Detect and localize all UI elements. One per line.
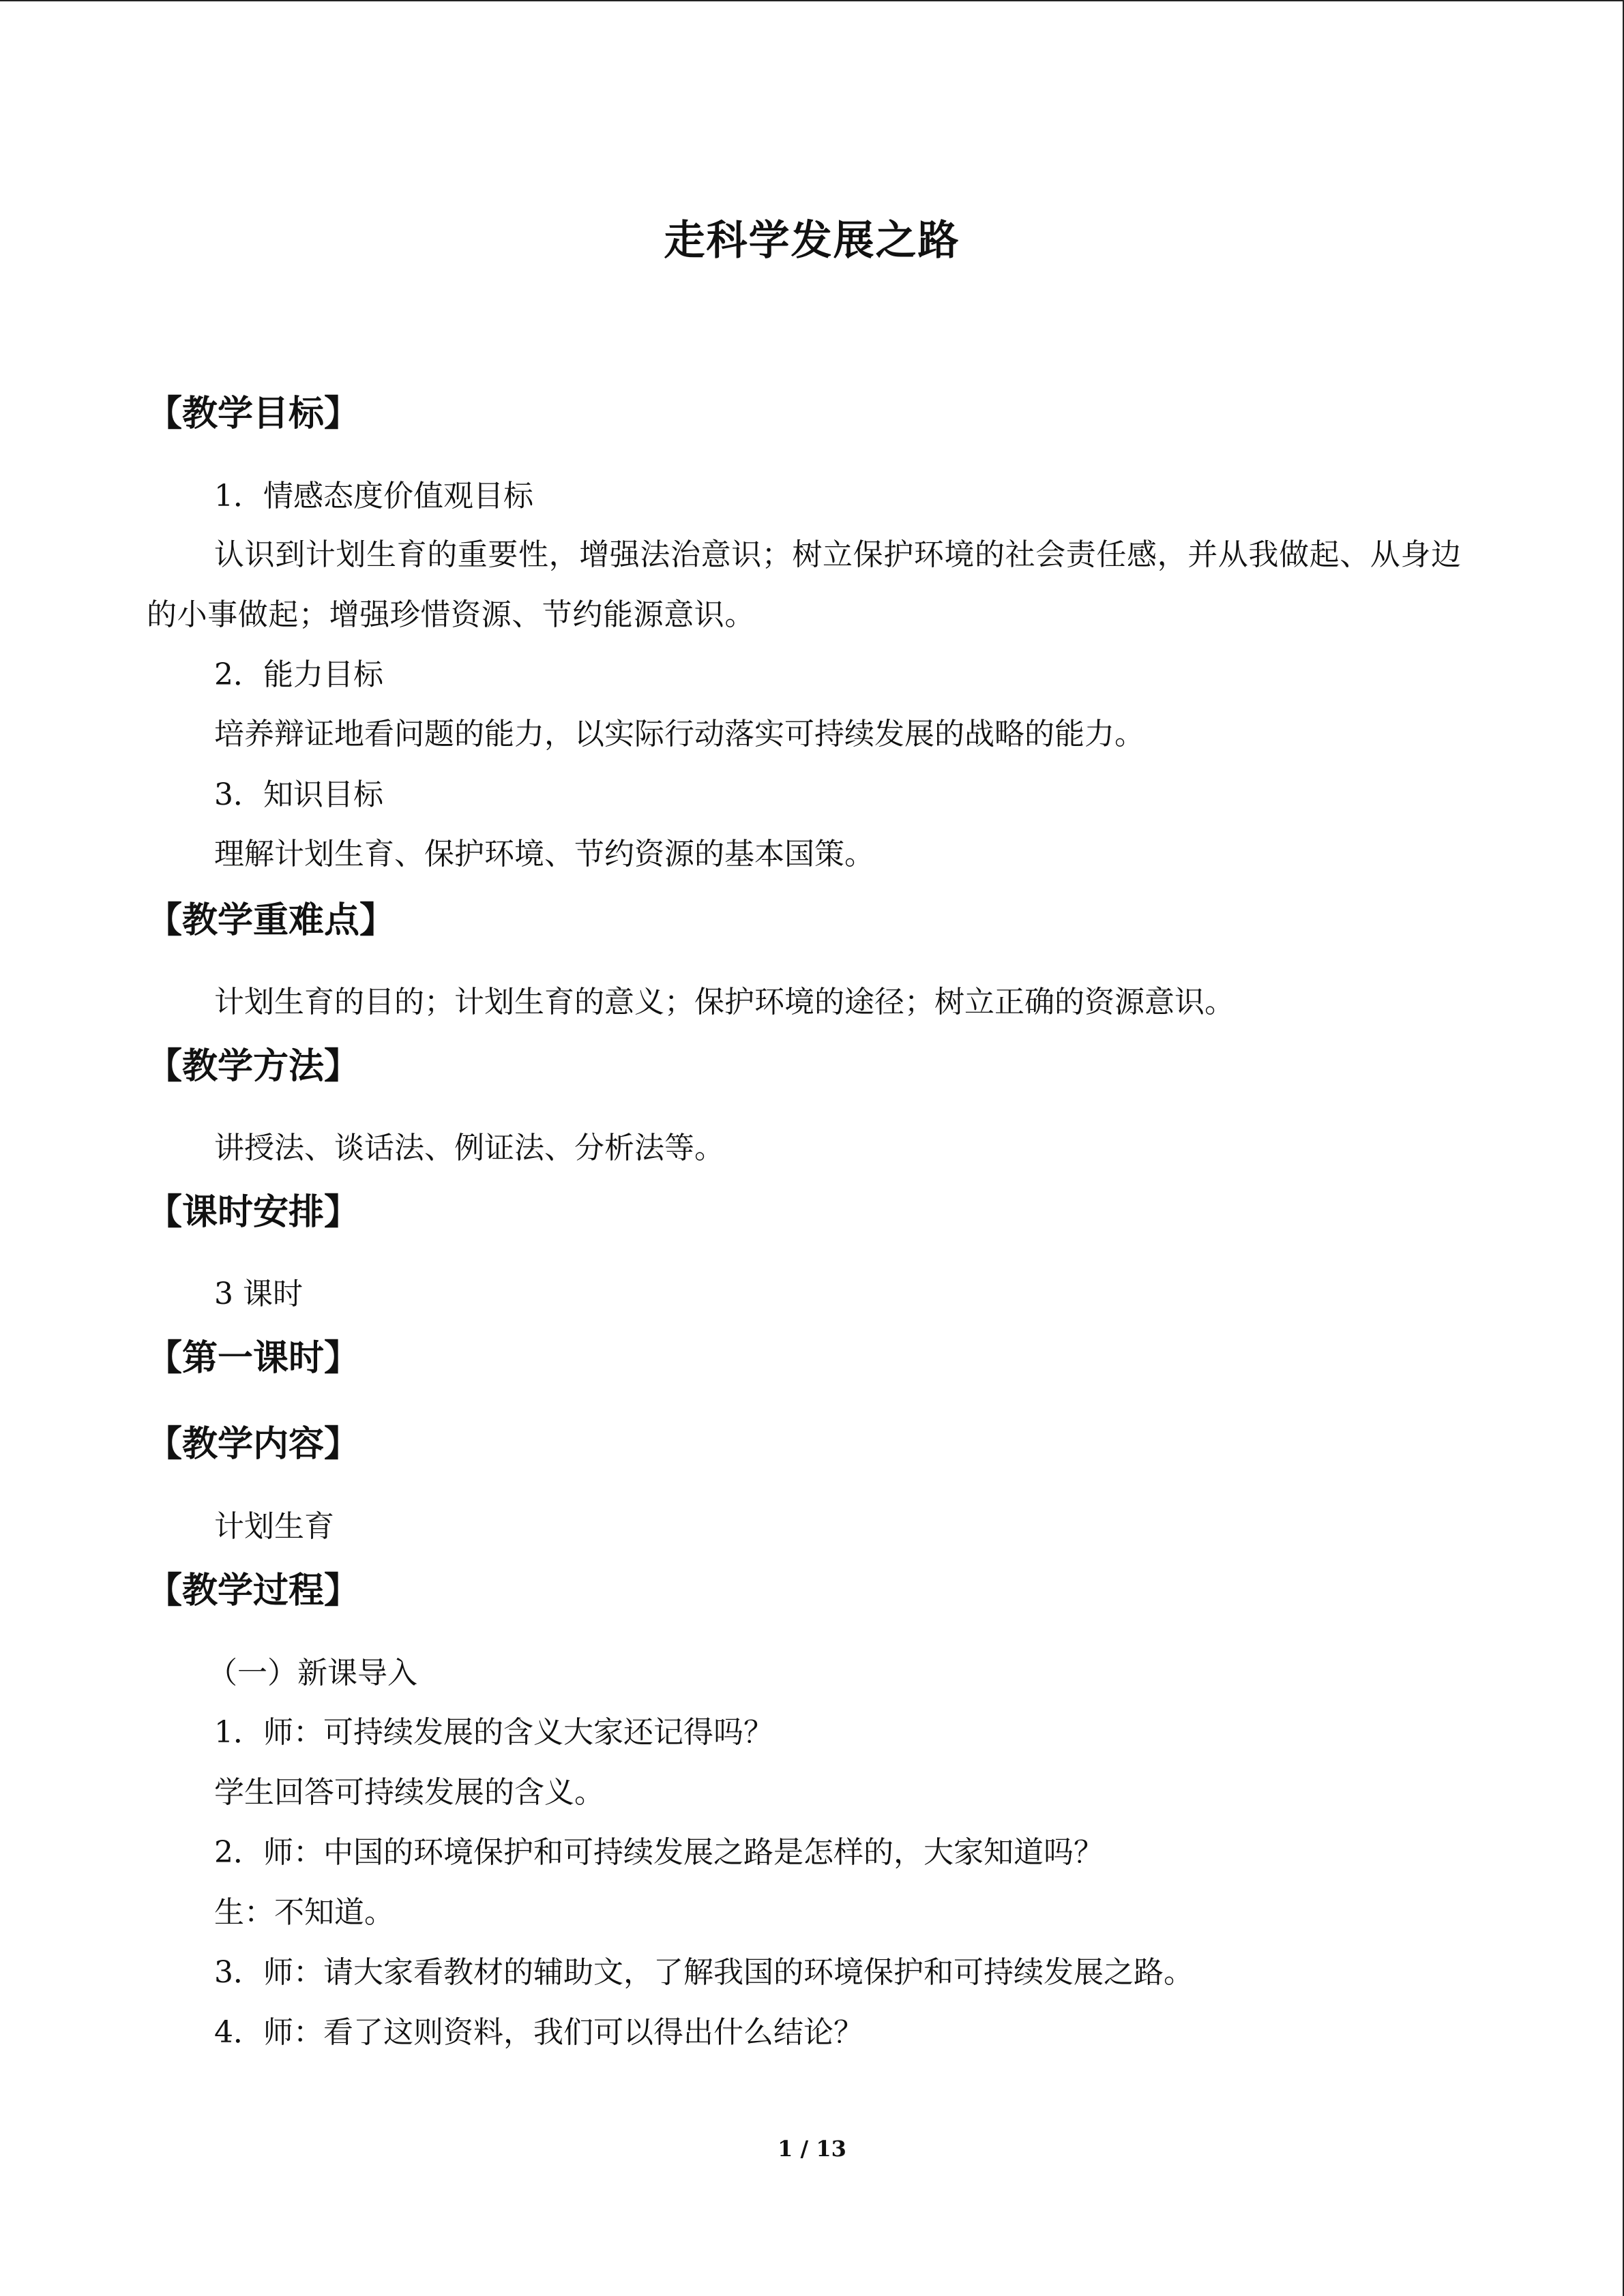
- heading-teaching-process: 【教学过程】: [147, 1570, 360, 1611]
- page-number: 1 / 13: [778, 2136, 846, 2162]
- heading-teaching-goals: 【教学目标】: [147, 393, 360, 434]
- content-text: 计划生育: [214, 1509, 334, 1544]
- goal2-label: 2．能力目标: [214, 657, 383, 692]
- methods-text: 讲授法、谈话法、例证法、分析法等。: [214, 1131, 724, 1165]
- key-points-text: 计划生育的目的；计划生育的意义；保护环境的途径；树立正确的资源意识。: [214, 985, 1235, 1019]
- goal1-label: 1．情感态度价值观目标: [214, 479, 533, 513]
- process-item: 4．师：看了这则资料，我们可以得出什么结论？: [214, 2015, 863, 2050]
- process-item: 生：不知道。: [214, 1895, 394, 1930]
- heading-teaching-methods: 【教学方法】: [147, 1046, 360, 1087]
- goal3-text: 理解计划生育、保护环境、节约资源的基本国策。: [214, 837, 874, 871]
- goal1-text: 认识到计划生育的重要性，增强法治意识；树立保护环境的社会责任感，并从我做起、从身边的小事做起；增强珍惜资源、节约能源意识。: [147, 537, 1462, 632]
- heading-key-points: 【教学重难点】: [147, 900, 396, 941]
- heading-schedule: 【课时安排】: [147, 1192, 360, 1233]
- goal3-label: 3．知识目标: [214, 777, 383, 812]
- process-item: 学生回答可持续发展的含义。: [214, 1775, 604, 1810]
- process-item: 2．师：中国的环境保护和可持续发展之路是怎样的，大家知道吗？: [214, 1835, 1104, 1870]
- process-item: 1．师：可持续发展的含义大家还记得吗？: [214, 1715, 773, 1750]
- process-intro: （一）新课导入: [207, 1656, 417, 1690]
- heading-first-lesson: 【第一课时】: [147, 1338, 360, 1379]
- heading-teaching-content: 【教学内容】: [147, 1424, 360, 1465]
- page-title: 走科学发展之路: [664, 217, 960, 265]
- process-item: 3．师：请大家看教材的辅助文，了解我国的环境保护和可持续发展之路。: [214, 1955, 1194, 1990]
- goal2-text: 培养辩证地看问题的能力，以实际行动落实可持续发展的战略的能力。: [214, 717, 1145, 751]
- schedule-text: 3 课时: [214, 1277, 303, 1311]
